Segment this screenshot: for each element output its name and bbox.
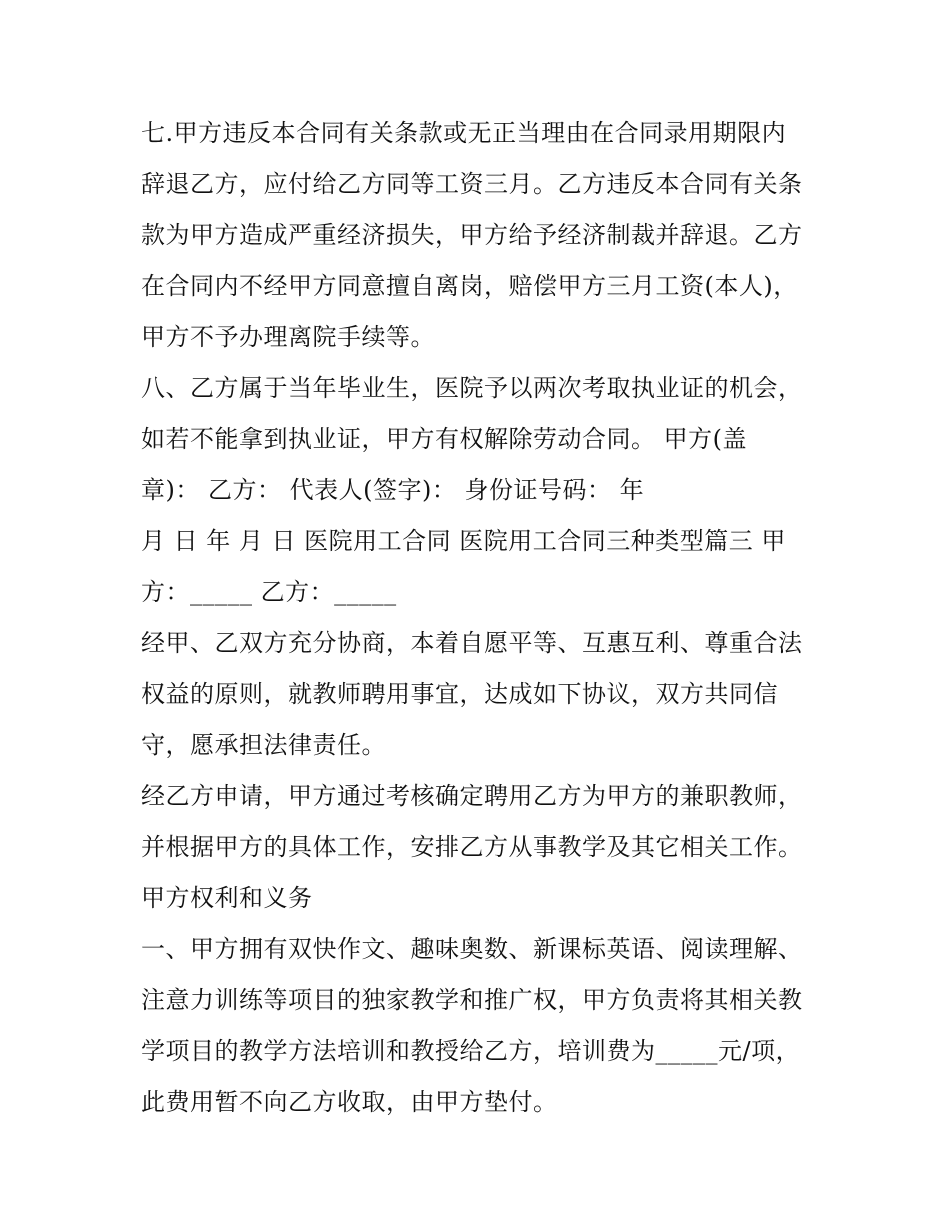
- text-line: 经乙方申请，甲方通过考核确定聘用乙方为甲方的兼职教师，: [141, 782, 803, 810]
- text-line: 学项目的教学方法培训和教授给乙方，培训费为_____元/项，: [141, 1037, 801, 1065]
- text-line: 权益的原则，就教师聘用事宜，达成如下协议，双方共同信: [141, 680, 778, 708]
- text-line: 此费用暂不向乙方收取，由甲方垫付。: [141, 1088, 558, 1116]
- text-line: 款为甲方造成严重经济损失，甲方给予经济制裁并辞退。乙方: [141, 221, 803, 249]
- document-body: [141, 108, 831, 1128]
- text-line: 八、乙方属于当年毕业生，医院予以两次考取执业证的机会，: [141, 374, 803, 402]
- section-heading: 甲方权利和义务: [141, 884, 313, 912]
- text-line: 在合同内不经甲方同意擅自离岗，赔偿甲方三月工资(本人)，: [141, 272, 798, 300]
- text-line: 如若不能拿到执业证，甲方有权解除劳动合同。 甲方(盖: [141, 425, 747, 453]
- text-line: 月 日 年 月 日 医院用工合同 医院用工合同三种类型篇三 甲: [141, 527, 786, 555]
- text-line: 守，愿承担法律责任。: [141, 731, 386, 759]
- text-line: 七.甲方违反本合同有关条款或无正当理由在合同录用期限内: [141, 119, 787, 147]
- text-line: 一、甲方拥有双快作文、趣味奥数、新课标英语、阅读理解、: [141, 935, 803, 963]
- text-line: 经甲、乙双方充分协商，本着自愿平等、互惠互利、尊重合法: [141, 629, 803, 657]
- text-line: 章)： 乙方： 代表人(签字)： 身份证号码： 年: [141, 476, 645, 504]
- text-line: 并根据甲方的具体工作，安排乙方从事教学及其它相关工作。: [141, 833, 803, 861]
- text-line: 辞退乙方，应付给乙方同等工资三月。乙方违反本合同有关条: [141, 170, 803, 198]
- text-line: 甲方不予办理离院手续等。: [141, 323, 435, 351]
- text-line: 方：_____ 乙方：_____: [141, 578, 397, 606]
- text-line: 注意力训练等项目的独家教学和推广权，甲方负责将其相关教: [141, 986, 803, 1014]
